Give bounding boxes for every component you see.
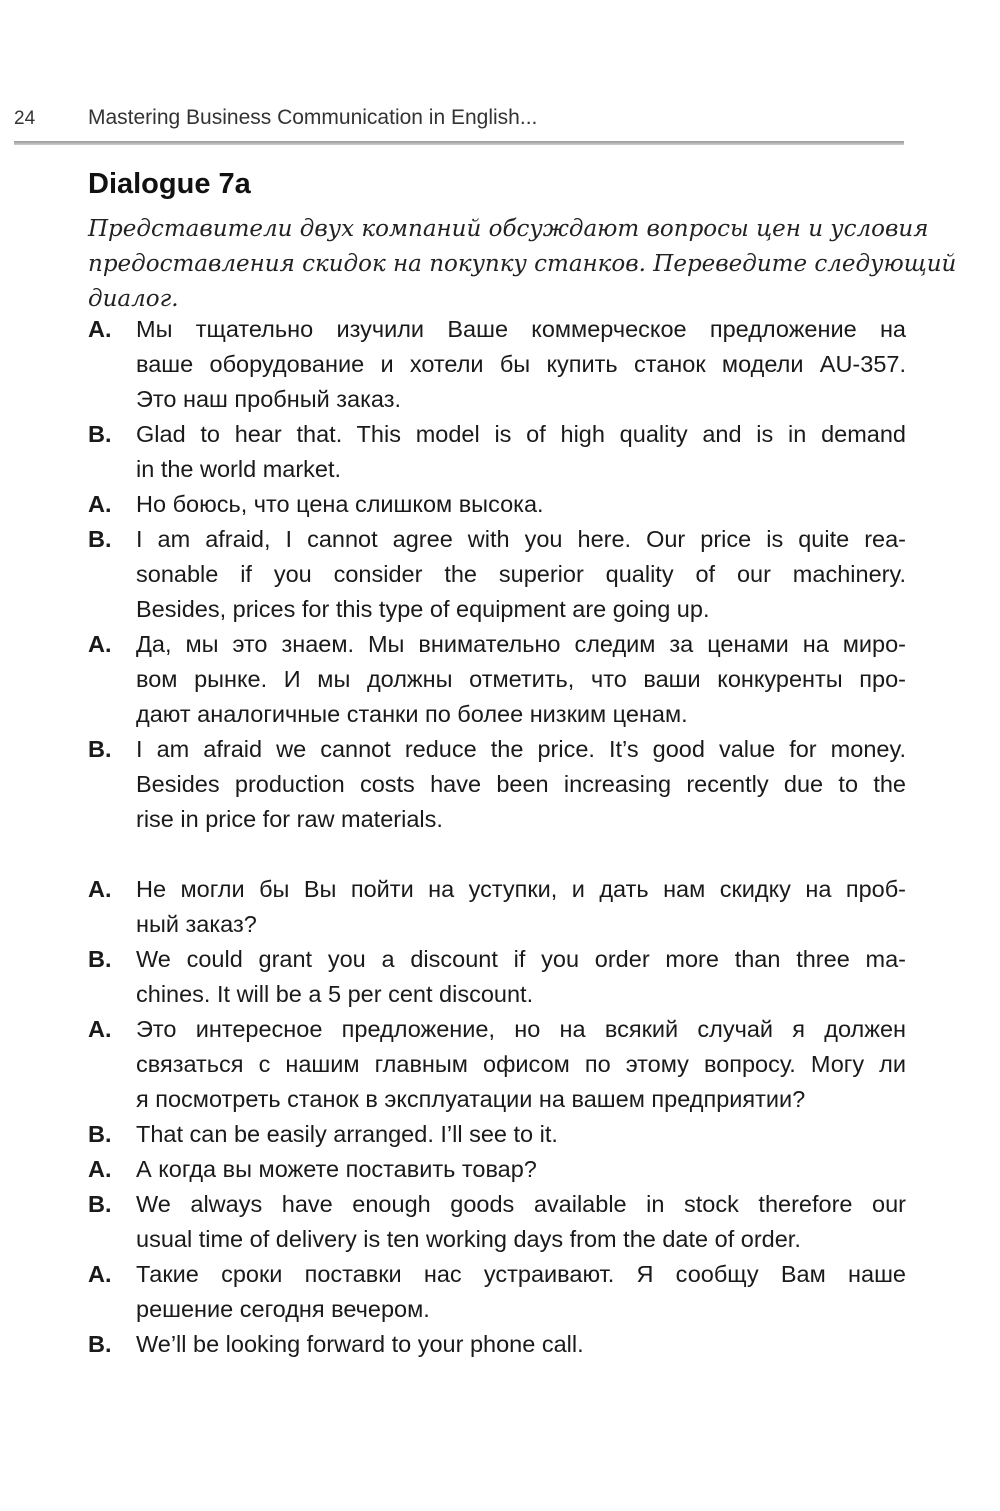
text-line: Да, мы это знаем. Мы внимательно следим за ценами на миро- — [136, 631, 906, 657]
dialogue-turn — [88, 732, 906, 837]
intro-instructions — [88, 212, 957, 317]
turn-text — [136, 417, 906, 487]
turn-text — [136, 1152, 906, 1187]
dialogue-turn — [88, 1187, 906, 1257]
dialogue-turn — [88, 1152, 906, 1187]
text-line: Glad to hear that. This model is of high quality and is in demand — [136, 421, 906, 447]
speaker-label: A. — [88, 316, 112, 342]
speaker-label: A. — [88, 491, 112, 517]
text-line: я посмотреть станок в эксплуатации на вашем предприятии? — [136, 1086, 806, 1112]
speaker-label: A. — [88, 631, 112, 657]
text-line: We always have enough goods available in stock therefore our — [136, 1191, 906, 1217]
text-line: Это интересное предложение, но на всякий случай я должен — [136, 1016, 906, 1042]
turn-text — [136, 1012, 906, 1117]
text-line: We could grant you a discount if you order more than three ma- — [136, 946, 906, 972]
text-line: Но боюсь, что цена слишком высока. — [136, 491, 544, 517]
turn-text — [136, 942, 906, 1012]
turn-text — [136, 1257, 906, 1327]
section-heading: Dialogue 7a — [88, 168, 251, 200]
speaker-label: B. — [88, 1121, 112, 1147]
text-line: usual time of delivery is ten working days from the date of order. — [136, 1226, 801, 1252]
text-line: связаться с нашим главным офисом по этому вопросу. Могу ли — [136, 1051, 906, 1077]
dialogue-turn — [88, 1327, 906, 1362]
text-line: I am afraid we cannot reduce the price. It’s good value for money. — [136, 736, 906, 762]
speaker-label: A. — [88, 876, 112, 902]
page-number: 24 — [14, 108, 36, 129]
intro-line: диалог. — [88, 286, 179, 312]
text-line: I am afraid, I cannot agree with you here. Our price is quite rea- — [136, 526, 906, 552]
speaker-label: B. — [88, 946, 112, 972]
text-line: Besides production costs have been increasing recently due to the — [136, 771, 906, 797]
turn-text — [136, 1117, 906, 1152]
speaker-label: A. — [88, 1261, 112, 1287]
text-line: in the world market. — [136, 456, 342, 482]
text-line: решение сегодня вечером. — [136, 1296, 430, 1322]
speaker-label: A. — [88, 1016, 112, 1042]
dialogue-turn — [88, 312, 906, 417]
dialogue-turn — [88, 522, 906, 627]
intro-line: Представители двух компаний обсуждают вопросы цен и условия — [88, 216, 929, 242]
text-line: вом рынке. И мы должны отметить, что ваши конкуренты про- — [136, 666, 906, 692]
text-line: А когда вы можете поставить товар? — [136, 1156, 537, 1182]
header-rule — [14, 141, 904, 145]
text-line: That can be easily arranged. I’ll see to it. — [136, 1121, 558, 1147]
running-title: Mastering Business Communication in English... — [88, 106, 538, 129]
intro-line: предоставления скидок на покупку станков. Переведите следующий — [88, 251, 957, 277]
turn-text — [136, 1327, 906, 1362]
speaker-label: B. — [88, 526, 112, 552]
turn-text — [136, 1187, 906, 1257]
text-line: ный заказ? — [136, 911, 257, 937]
turn-text — [136, 522, 906, 627]
text-line: chines. It will be a 5 per cent discount. — [136, 981, 534, 1007]
dialogue-turn — [88, 487, 906, 522]
turn-text — [136, 872, 906, 942]
dialogue-turn — [88, 872, 906, 942]
dialogue-turn — [88, 1257, 906, 1327]
text-line: ваше оборудование и хотели бы купить станок модели AU-357. — [136, 351, 906, 377]
text-line: дают аналогичные станки по более низким ценам. — [136, 701, 688, 727]
text-line: rise in price for raw materials. — [136, 806, 443, 832]
turn-text — [136, 312, 906, 417]
dialogue-turn — [88, 942, 906, 1012]
text-line: Это наш пробный заказ. — [136, 386, 402, 412]
turn-text — [136, 627, 906, 732]
dialogue — [88, 312, 906, 1362]
speaker-label: A. — [88, 1156, 112, 1182]
dialogue-turn — [88, 627, 906, 732]
text-line: Мы тщательно изучили Ваше коммерческое предложение на — [136, 316, 906, 342]
dialogue-turn — [88, 1012, 906, 1117]
turn-text — [136, 487, 906, 522]
turn-text — [136, 732, 906, 837]
dialogue-turn — [88, 1117, 906, 1152]
speaker-label: B. — [88, 421, 112, 447]
text-line: We’ll be looking forward to your phone call. — [136, 1331, 584, 1357]
text-line: Besides, prices for this type of equipment are going up. — [136, 596, 710, 622]
text-line: Такие сроки поставки нас устраивают. Я сообщу Вам наше — [136, 1261, 906, 1287]
speaker-label: B. — [88, 1191, 112, 1217]
speaker-label: B. — [88, 736, 112, 762]
dialogue-turn — [88, 417, 906, 487]
speaker-label: B. — [88, 1331, 112, 1357]
text-line: sonable if you consider the superior quality of our machinery. — [136, 561, 906, 587]
text-line: Не могли бы Вы пойти на уступки, и дать нам скидку на проб- — [136, 876, 906, 902]
